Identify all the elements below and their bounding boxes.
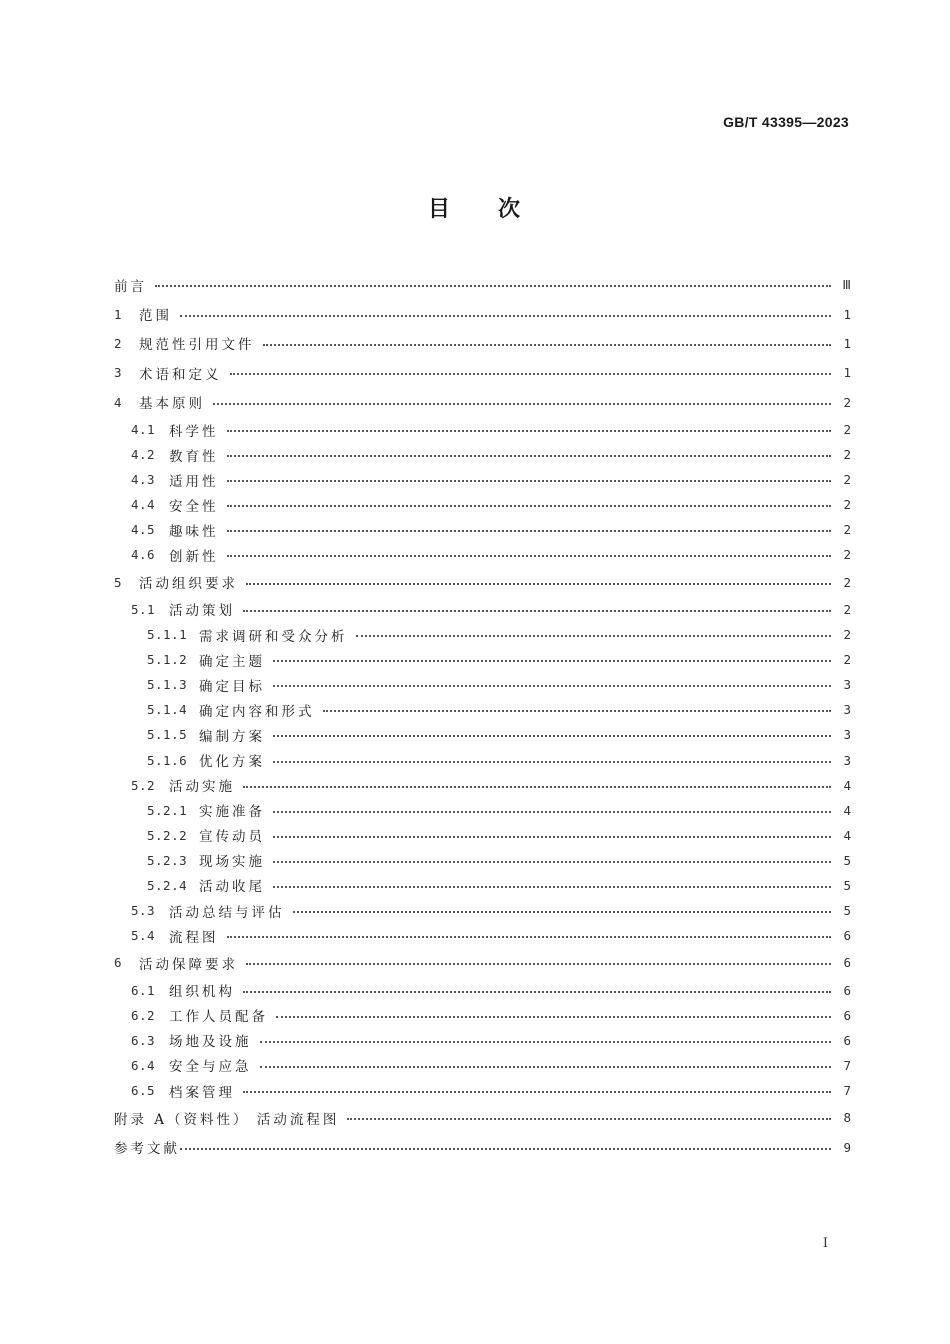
toc-entry[interactable] [114,388,851,417]
dot-leader [227,430,832,432]
toc-entry-number: 4.1 [131,422,156,437]
toc-entry-number: 5.2.3 [147,852,188,868]
toc-entry-page: 2 [843,547,851,563]
toc-entry-title: 档案管理 [169,1084,235,1101]
table-of-contents [114,270,851,1162]
toc-entry-title: 规范性引用文件 [139,337,255,354]
toc-entry[interactable] [114,823,851,848]
dot-leader [243,1091,831,1093]
toc-entry[interactable] [114,1053,851,1078]
toc-entry-title: 现场实施 [199,854,265,871]
toc-entry-title: 编制方案 [199,728,265,745]
toc-entry[interactable] [114,798,851,823]
dot-leader [260,1066,832,1068]
dot-leader [246,583,831,585]
toc-entry[interactable] [114,329,851,358]
toc-entry-number: 5 [114,574,123,590]
toc-entry-page: 1 [843,306,851,322]
toc-entry[interactable] [114,270,851,299]
toc-entry-number: 6.4 [131,1057,156,1073]
dot-leader [273,761,831,763]
dot-leader [227,936,832,938]
toc-entry-page: 5 [843,903,851,919]
dot-leader [260,1041,832,1043]
toc-entry-number: 5.2.1 [147,802,188,818]
toc-entry-page: 2 [843,574,851,590]
dot-leader [273,735,831,737]
toc-entry[interactable] [114,978,851,1003]
toc-entry[interactable] [114,1078,851,1103]
toc-entry-page: Ⅲ [842,277,851,293]
toc-entry-page: 8 [843,1110,851,1126]
toc-entry-title: 附录 A（资料性） 活动流程图 [114,1111,340,1128]
toc-entry-title: 需求调研和受众分析 [199,628,348,645]
toc-entry-title: 趣味性 [169,523,219,540]
toc-entry[interactable] [114,1132,851,1161]
dot-leader [227,505,832,507]
toc-entry-page: 3 [843,752,851,768]
toc-entry-title: 实施准备 [199,804,265,821]
toc-entry-title: 活动策划 [169,603,235,620]
toc-entry-number: 5.1.1 [147,627,188,643]
toc-entry-page: 2 [843,394,851,410]
toc-entry[interactable] [114,417,851,442]
dot-leader [155,285,831,287]
toc-entry[interactable] [114,442,851,467]
dot-leader [273,685,831,687]
toc-entry-page: 6 [843,928,851,944]
dot-leader [227,455,832,457]
toc-entry[interactable] [114,467,851,492]
toc-entry-title: 活动组织要求 [139,576,238,593]
toc-entry-page: 3 [843,727,851,743]
toc-entry-page: 4 [843,777,851,793]
toc-entry-title: 术语和定义 [139,366,222,383]
toc-entry-title: 安全性 [169,498,219,515]
toc-entry-number: 2 [114,335,123,351]
toc-entry-number: 4.3 [131,472,156,488]
toc-entry[interactable] [114,542,851,567]
toc-entry-number: 5.1.6 [147,752,188,768]
dot-leader [276,1016,831,1018]
toc-entry[interactable] [114,848,851,873]
toc-entry-number: 4.2 [131,447,156,463]
standard-code: GB/T 43395—2023 [723,114,849,130]
toc-entry-page: 2 [843,627,851,643]
toc-entry-title: 适用性 [169,473,219,490]
toc-entry[interactable] [114,948,851,977]
toc-entry-number: 5.2 [131,777,156,793]
toc-entry[interactable] [114,873,851,898]
toc-entry-page: 1 [843,365,851,381]
toc-entry-number: 5.1 [131,601,156,617]
page-title-part1: 目 [427,197,452,222]
dot-leader [273,886,831,888]
toc-entry-number: 4.5 [131,522,156,538]
toc-entry[interactable] [114,1103,851,1132]
toc-entry[interactable] [114,773,851,798]
toc-entry-title: 组织机构 [169,984,235,1001]
toc-entry-number: 6.2 [131,1007,156,1023]
dot-leader [227,555,832,557]
toc-entry-page: 6 [843,1032,851,1048]
toc-entry-title: 参考文献 [114,1141,180,1158]
toc-entry-number: 4.6 [131,547,156,563]
toc-entry-page: 3 [843,677,851,693]
toc-entry[interactable] [114,597,851,622]
toc-entry[interactable] [114,568,851,597]
dot-leader [263,344,832,346]
toc-entry[interactable] [114,299,851,328]
toc-entry-number: 5.1.5 [147,727,188,743]
dot-leader [323,710,832,712]
toc-entry-title: 创新性 [169,548,219,565]
toc-entry-number: 6.5 [131,1083,156,1099]
toc-entry-page: 7 [843,1083,851,1099]
dot-leader [243,991,831,993]
toc-entry-number: 4 [114,394,123,410]
toc-entry-title: 活动实施 [169,779,235,796]
toc-entry-number: 1 [114,306,123,322]
toc-entry-page: 1 [843,335,851,351]
toc-entry[interactable] [114,1028,851,1053]
toc-entry-title: 科学性 [169,423,219,440]
dot-leader [227,480,832,482]
toc-entry-title: 活动收尾 [199,879,265,896]
toc-entry-number: 5.4 [131,928,156,944]
toc-entry-page: 2 [843,652,851,668]
toc-entry-number: 6.1 [131,982,156,998]
toc-entry[interactable] [114,747,851,772]
dot-leader [273,836,831,838]
toc-entry-page: 2 [843,472,851,488]
toc-entry[interactable] [114,1003,851,1028]
toc-entry[interactable] [114,722,851,747]
toc-entry-title: 安全与应急 [169,1059,252,1076]
toc-entry-number: 5.2.2 [147,827,188,843]
toc-entry-page: 6 [843,955,851,971]
toc-entry-page: 2 [843,522,851,538]
toc-entry-number: 4.4 [131,497,156,513]
toc-entry-page: 2 [843,422,851,437]
dot-leader [293,911,832,913]
toc-entry-title: 宣传动员 [199,829,265,846]
toc-entry-title: 优化方案 [199,754,265,771]
toc-entry[interactable] [114,697,851,722]
toc-entry-title: 工作人员配备 [169,1009,268,1026]
toc-entry-page: 5 [843,852,851,868]
toc-entry-title: 活动总结与评估 [169,904,285,921]
toc-entry[interactable] [114,898,851,923]
toc-entry-title: 确定目标 [199,678,265,695]
toc-entry-number: 5.2.4 [147,877,188,893]
dot-leader [246,963,831,965]
page-title [0,192,950,223]
dot-leader [243,786,831,788]
dot-leader [273,660,831,662]
toc-entry-page: 6 [843,982,851,998]
dot-leader [230,373,832,375]
toc-entry-title: 教育性 [169,448,219,465]
toc-entry-title: 场地及设施 [169,1034,252,1051]
dot-leader [273,811,831,813]
toc-entry-number: 6 [114,955,123,971]
toc-entry-page: 2 [843,497,851,513]
dot-leader [347,1118,831,1120]
toc-entry-title: 范围 [139,308,172,325]
toc-entry-title: 确定内容和形式 [199,703,315,720]
toc-entry-page: 6 [843,1007,851,1023]
toc-entry-number: 5.1.2 [147,652,188,668]
dot-leader [243,610,831,612]
toc-entry[interactable] [114,492,851,517]
toc-entry-number: 5.1.4 [147,702,188,718]
toc-entry[interactable] [114,672,851,697]
toc-entry-number: 5.3 [131,903,156,919]
page-title-part2: 次 [498,197,523,222]
dot-leader [227,530,832,532]
dot-leader [180,315,831,317]
toc-entry-title: 确定主题 [199,653,265,670]
toc-entry-page: 4 [843,802,851,818]
dot-leader [273,861,831,863]
toc-entry-page: 2 [843,601,851,617]
toc-entry-title: 流程图 [169,929,219,946]
toc-entry-page: 2 [843,447,851,463]
dot-leader [356,635,832,637]
toc-entry-title: 活动保障要求 [139,956,238,973]
toc-entry-page: 3 [843,702,851,718]
toc-entry[interactable] [114,358,851,387]
toc-entry[interactable] [114,923,851,948]
toc-entry[interactable] [114,517,851,542]
toc-entry-number: 5.1.3 [147,677,188,693]
toc-entry-number: 3 [114,365,123,381]
toc-entry-page: 7 [843,1057,851,1073]
toc-entry-page: 5 [843,877,851,893]
toc-entry[interactable] [114,647,851,672]
toc-entry-page: 9 [843,1139,851,1155]
toc-entry-title: 基本原则 [139,396,205,413]
toc-entry-page: 4 [843,827,851,843]
toc-entry-number: 6.3 [131,1032,156,1048]
dot-leader [213,403,831,405]
dot-leader [180,1148,831,1150]
toc-entry-title: 前言 [114,278,147,295]
page-number: Ⅰ [822,1236,828,1251]
toc-entry[interactable] [114,622,851,647]
